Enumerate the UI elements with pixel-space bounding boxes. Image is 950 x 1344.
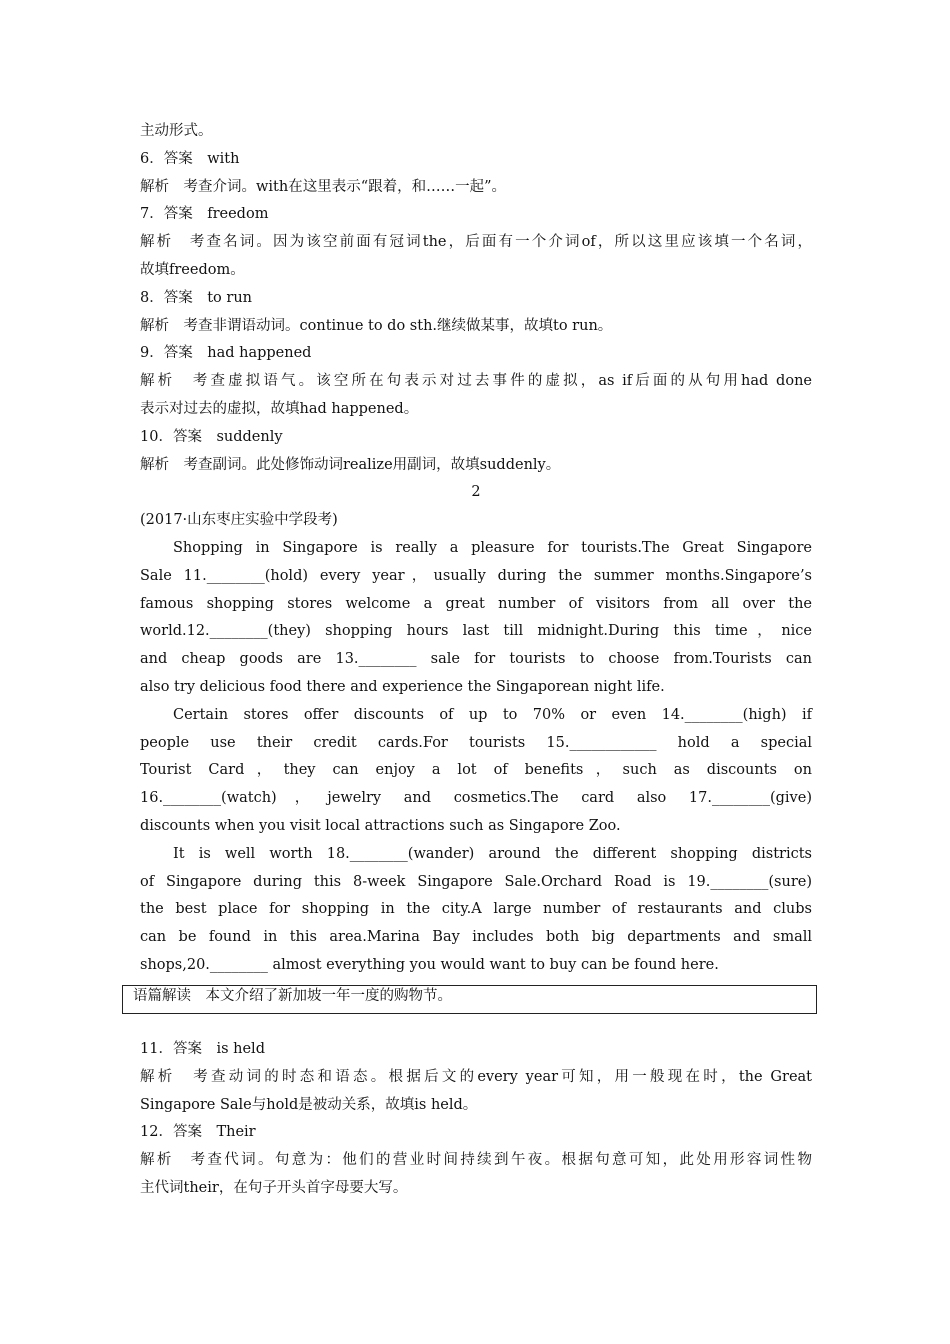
answer-line: 10．答案 suddenly [140,428,283,445]
source-line: (2017·山东枣庄实验中学段考) [140,512,338,529]
passage-line: can be found in this area.Marina Bay includes both big departments and small [140,929,812,946]
passage-line: the best place for shopping in the city.A large number of restaurants and clubs [140,901,812,918]
passage-line: and cheap goods are 13.________ sale for tourists to choose from.Tourists can [140,651,812,668]
passage [140,535,812,980]
explanation-line: 解析 考查动词的时态和语态。根据后文的every year可知，用一般现在时，the Great [140,1068,812,1085]
explanation-line: Singapore Sale与hold是被动关系，故填is held。 [140,1096,478,1113]
answer-line: 12．答案 Their [140,1124,256,1141]
answer-explanations-bottom [140,1036,812,1203]
section-number: 2 [471,484,481,501]
explanation-line: 故填freedom。 [140,261,245,278]
answer-line: 11．答案 is held [140,1041,265,1057]
passage-line: people use their credit cards.For tourists 15.____________ hold a special [140,734,812,751]
explanation-line: 解析 考查虚拟语气。该空所在句表示对过去事件的虚拟，as if后面的从句用had done [140,373,812,390]
passage-summary-box: 语篇解读 本文介绍了新加坡一年一度的购物节。 [122,985,817,1014]
text-line: 主动形式。 [140,123,213,139]
explanation-line: 解析 考查副词。此处修饰动词realize用副词，故填suddenly。 [140,456,561,473]
passage-line: also try delicious food there and experience the Singaporean night life. [140,678,665,695]
passage-line: Certain stores offer discounts of up to 70% or even 14.________(high) if [173,706,812,723]
passage-line: 16.________(watch)，jewelry and cosmetics.The card also 17.________(give) [140,790,812,807]
explanation-line: 表示对过去的虚拟，故填had happened。 [140,400,419,417]
passage-line: It is well worth 18.________(wander) around the different shopping districts [173,845,812,862]
passage-line: Tourist Card，they can enjoy a lot of benefits，such as discounts on [140,762,812,779]
answer-explanations-top [140,118,812,980]
answer-line: 9．答案 had happened [140,345,312,362]
explanation-line: 解析 考查介词。with在这里表示“跟着，和……一起”。 [140,178,507,195]
explanation-line: 解析 考查名词。因为该空前面有冠词the，后面有一个介词of，所以这里应该填一个名词， [140,234,812,251]
passage-line: Shopping in Singapore is really a pleasure for tourists.The Great Singapore [173,539,812,556]
passage-line: world.12.________(they) shopping hours last till midnight.During this time，nice [140,623,812,640]
passage-line: discounts when you visit local attractions such as Singapore Zoo. [140,817,621,834]
passage-line: shops,20.________ almost everything you would want to buy can be found here. [140,956,719,973]
explanation-line: 主代词their，在句子开头首字母要大写。 [140,1179,408,1196]
passage-line: famous shopping stores welcome a great number of visitors from all over the [140,595,812,612]
answer-line: 8．答案 to run [140,289,252,306]
passage-line: of Singapore during this 8-week Singapore Sale.Orchard Road is 19.________(sure) [140,873,812,890]
explanation-line: 解析 考查代词。句意为：他们的营业时间持续到午夜。根据句意可知，此处用形容词性物 [140,1152,812,1169]
explanation-line: 解析 考查非谓语动词。continue to do sth.继续做某事，故填to run。 [140,317,613,334]
passage-line: Sale 11.________(hold) every year，usually during the summer months.Singapore’s [140,567,812,584]
answer-line: 6．答案 with [140,150,240,167]
answer-line: 7．答案 freedom [140,206,269,223]
